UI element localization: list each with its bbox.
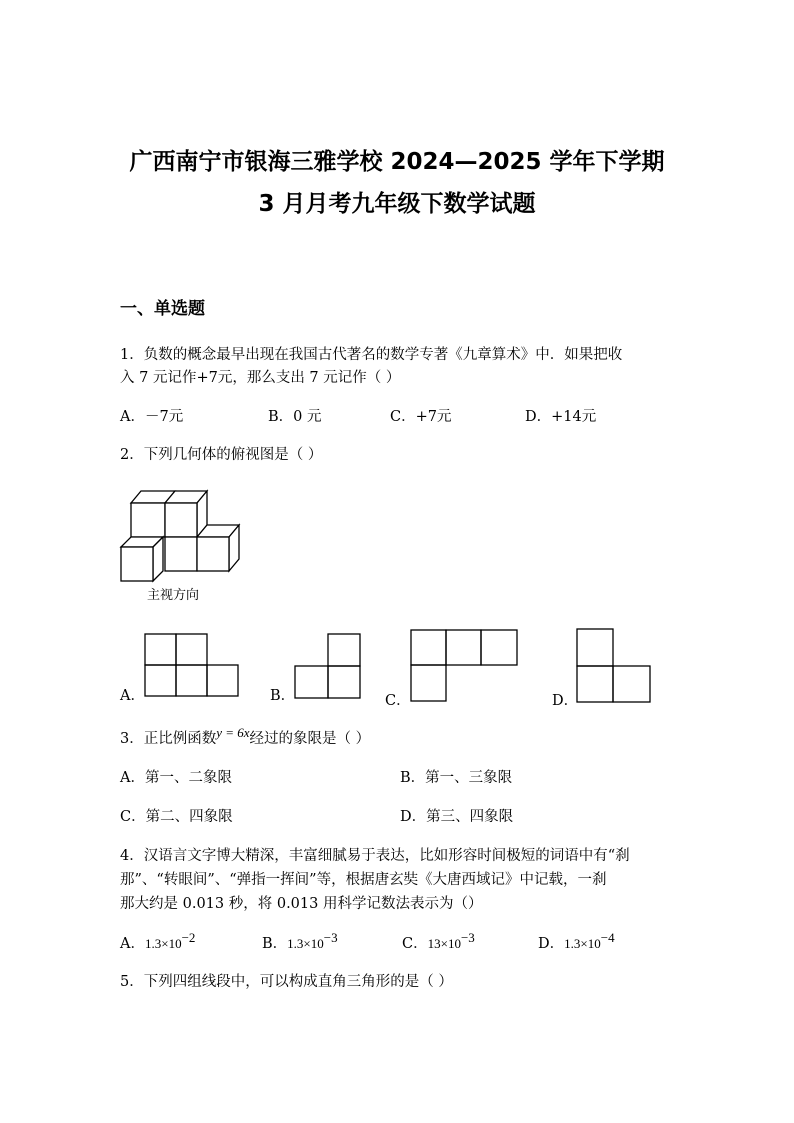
- q4-option-d-label: D．: [538, 935, 565, 952]
- q2-option-b-label: B．: [270, 688, 296, 704]
- q1-option-c: C．+7元: [390, 409, 452, 425]
- q4-option-a: [120, 930, 195, 953]
- q3-text: [120, 727, 370, 748]
- q1-option-d: D．+14元: [525, 409, 597, 425]
- q4-option-d-exp: −4: [600, 930, 615, 945]
- q4-option-d-base: 1.3×10: [564, 935, 601, 951]
- q4-text-line-3: 那大约是 0.013 秒，将 0.013 用科学记数法表示为（）: [120, 896, 483, 912]
- q4-option-a-exp: −2: [181, 930, 196, 945]
- q3-option-a: A．第一、二象限: [120, 770, 232, 786]
- q2-option-b-view: [294, 633, 362, 699]
- q4-option-a-label: A．: [120, 935, 145, 952]
- q3-option-d: D．第三、四象限: [400, 809, 514, 825]
- q2-text: 2．下列几何体的俯视图是（ ）: [120, 447, 323, 463]
- q4-option-d: [538, 930, 615, 953]
- q3-option-b: B．第一、三象限: [400, 770, 513, 786]
- q4-option-c: [402, 930, 475, 953]
- q3-option-c: C．第二、四象限: [120, 809, 233, 825]
- q2-option-c-label: C．: [385, 693, 411, 709]
- solid-figure: [115, 485, 245, 585]
- q4-option-c-exp: −3: [460, 930, 475, 945]
- q4-option-b: [262, 930, 338, 953]
- q3-formula: y = 6x: [216, 725, 250, 740]
- q4-option-b-label: B．: [262, 935, 288, 952]
- q2-option-d-label: D．: [552, 693, 579, 709]
- q4-option-b-base: 1.3×10: [287, 935, 324, 951]
- section-heading: 一、单选题: [120, 299, 205, 319]
- q3-suffix: 经过的象限是（ ）: [249, 731, 371, 747]
- q2-option-a-label: A．: [120, 688, 145, 704]
- q4-option-c-label: C．: [402, 935, 428, 952]
- q1-option-b: B．0 元: [268, 409, 322, 425]
- q4-text-line-2: 那”、“转眼间”、“弹指一挥间”等，根据唐玄奘《大唐西域记》中记载，一刹: [120, 872, 607, 888]
- title-line-2: 3 月月考九年级下数学试题: [258, 191, 536, 217]
- q1-option-a: A．－7元: [120, 409, 184, 425]
- q4-option-c-base: 13×10: [427, 935, 461, 951]
- q2-option-a-view: [144, 633, 240, 699]
- q4-text-line-1: 4．汉语言文字博大精深，丰富细腻易于表达，比如形容时间极短的词语中有“刹: [120, 848, 630, 864]
- title-line-1: 广西南宁市银海三雅学校 2024—2025 学年下学期: [129, 149, 665, 175]
- view-direction-caption: 主视方向: [147, 588, 200, 603]
- q4-option-b-exp: −3: [323, 930, 338, 945]
- q2-option-c-view: [410, 629, 520, 703]
- q2-option-d-view: [576, 628, 652, 704]
- q5-text: 5．下列四组线段中，可以构成直角三角形的是（ ）: [120, 974, 453, 990]
- q1-text-line-1: 1．负数的概念最早出现在我国古代著名的数学专著《九章算术》中．如果把收: [120, 347, 623, 363]
- q4-option-a-base: 1.3×10: [144, 935, 182, 951]
- q1-text-line-2: 入 7 元记作+7元，那么支出 7 元记作（ ）: [120, 370, 401, 386]
- q3-prefix: 3．正比例函数: [120, 731, 217, 747]
